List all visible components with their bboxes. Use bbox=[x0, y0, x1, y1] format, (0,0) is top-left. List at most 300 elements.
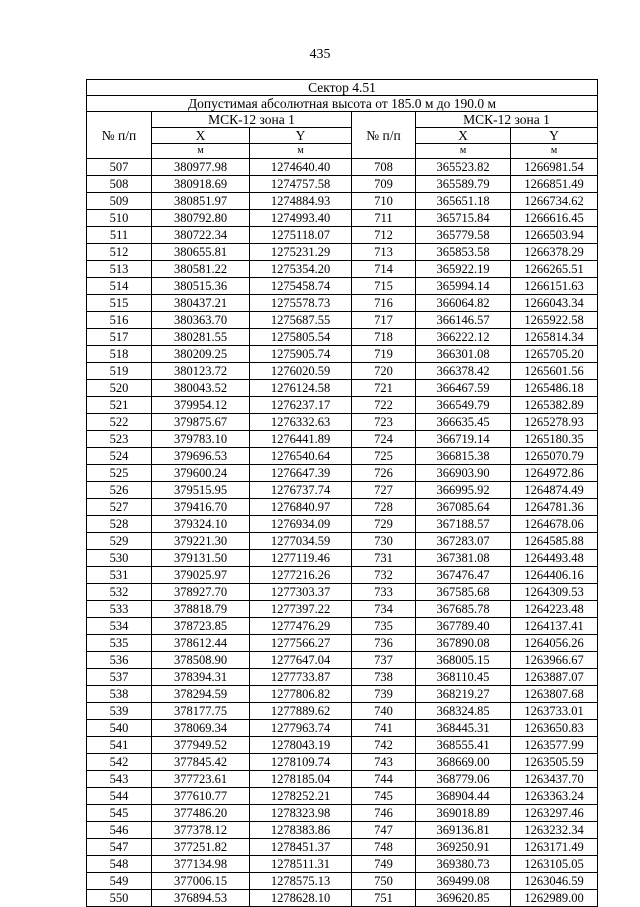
y-value-left: 1276647.39 bbox=[250, 465, 352, 482]
x-value-right: 369380.73 bbox=[416, 856, 511, 873]
x-value-left: 380363.70 bbox=[152, 312, 250, 329]
y-value-right: 1264406.16 bbox=[511, 567, 598, 584]
y-value-right: 1266851.49 bbox=[511, 176, 598, 193]
y-value-left: 1277397.22 bbox=[250, 601, 352, 618]
point-number-left: 524 bbox=[87, 448, 152, 465]
x-value-left: 378723.85 bbox=[152, 618, 250, 635]
table-row bbox=[87, 363, 598, 380]
x-value-left: 379221.30 bbox=[152, 533, 250, 550]
y-value-left: 1275458.74 bbox=[250, 278, 352, 295]
x-value-left: 380977.98 bbox=[152, 159, 250, 176]
x-value-right: 368110.45 bbox=[416, 669, 511, 686]
point-number-left: 547 bbox=[87, 839, 152, 856]
y-value-left: 1277806.82 bbox=[250, 686, 352, 703]
point-number-right: 745 bbox=[352, 788, 416, 805]
x-value-left: 378177.75 bbox=[152, 703, 250, 720]
table-row bbox=[87, 720, 598, 737]
y-value-left: 1276934.09 bbox=[250, 516, 352, 533]
table-row bbox=[87, 805, 598, 822]
point-number-left: 523 bbox=[87, 431, 152, 448]
y-header-left: Y bbox=[250, 128, 352, 144]
y-value-left: 1278383.86 bbox=[250, 822, 352, 839]
x-value-right: 366549.79 bbox=[416, 397, 511, 414]
table-row bbox=[87, 414, 598, 431]
y-value-left: 1274640.40 bbox=[250, 159, 352, 176]
point-number-left: 520 bbox=[87, 380, 152, 397]
x-value-left: 378294.59 bbox=[152, 686, 250, 703]
page-number: 435 bbox=[309, 47, 331, 62]
point-number-left: 548 bbox=[87, 856, 152, 873]
y-value-left: 1278628.10 bbox=[250, 890, 352, 907]
y-value-left: 1275805.54 bbox=[250, 329, 352, 346]
point-number-right: 726 bbox=[352, 465, 416, 482]
point-number-right: 738 bbox=[352, 669, 416, 686]
table-row bbox=[87, 737, 598, 754]
point-number-right: 711 bbox=[352, 210, 416, 227]
y-value-right: 1264309.53 bbox=[511, 584, 598, 601]
point-number-right: 744 bbox=[352, 771, 416, 788]
point-number-left: 522 bbox=[87, 414, 152, 431]
point-number-left: 534 bbox=[87, 618, 152, 635]
x-value-right: 366222.12 bbox=[416, 329, 511, 346]
point-number-right: 712 bbox=[352, 227, 416, 244]
y-value-right: 1263105.05 bbox=[511, 856, 598, 873]
point-number-left: 510 bbox=[87, 210, 152, 227]
x-value-left: 379875.67 bbox=[152, 414, 250, 431]
y-value-left: 1277566.27 bbox=[250, 635, 352, 652]
point-number-right: 732 bbox=[352, 567, 416, 584]
y-value-left: 1278575.13 bbox=[250, 873, 352, 890]
point-number-left: 528 bbox=[87, 516, 152, 533]
point-number-left: 542 bbox=[87, 754, 152, 771]
y-value-right: 1263046.59 bbox=[511, 873, 598, 890]
point-number-right: 727 bbox=[352, 482, 416, 499]
y-value-left: 1275687.55 bbox=[250, 312, 352, 329]
point-number-right: 729 bbox=[352, 516, 416, 533]
table-row bbox=[87, 176, 598, 193]
y-value-left: 1276441.89 bbox=[250, 431, 352, 448]
y-value-left: 1278511.31 bbox=[250, 856, 352, 873]
point-number-right: 742 bbox=[352, 737, 416, 754]
x-value-right: 367685.78 bbox=[416, 601, 511, 618]
y-value-right: 1264678.06 bbox=[511, 516, 598, 533]
table-row bbox=[87, 312, 598, 329]
table-row bbox=[87, 669, 598, 686]
x-value-right: 366995.92 bbox=[416, 482, 511, 499]
x-value-left: 378612.44 bbox=[152, 635, 250, 652]
x-value-left: 377610.77 bbox=[152, 788, 250, 805]
y-value-right: 1263232.34 bbox=[511, 822, 598, 839]
x-value-right: 365589.79 bbox=[416, 176, 511, 193]
y-value-right: 1263437.70 bbox=[511, 771, 598, 788]
table-row bbox=[87, 295, 598, 312]
y-value-left: 1277119.46 bbox=[250, 550, 352, 567]
x-value-right: 369499.08 bbox=[416, 873, 511, 890]
point-number-right: 739 bbox=[352, 686, 416, 703]
y-value-right: 1265922.58 bbox=[511, 312, 598, 329]
y-value-left: 1275231.29 bbox=[250, 244, 352, 261]
point-number-right: 720 bbox=[352, 363, 416, 380]
x-value-right: 367789.40 bbox=[416, 618, 511, 635]
x-value-left: 378508.90 bbox=[152, 652, 250, 669]
y-value-right: 1263966.67 bbox=[511, 652, 598, 669]
point-number-left: 509 bbox=[87, 193, 152, 210]
point-number-right: 751 bbox=[352, 890, 416, 907]
y-value-left: 1274757.58 bbox=[250, 176, 352, 193]
table-row bbox=[87, 329, 598, 346]
point-number-right: 736 bbox=[352, 635, 416, 652]
x-value-right: 366146.57 bbox=[416, 312, 511, 329]
x-value-right: 367188.57 bbox=[416, 516, 511, 533]
x-value-left: 377134.98 bbox=[152, 856, 250, 873]
y-value-left: 1276540.64 bbox=[250, 448, 352, 465]
point-number-right: 733 bbox=[352, 584, 416, 601]
y-value-left: 1275578.73 bbox=[250, 295, 352, 312]
point-number-right: 713 bbox=[352, 244, 416, 261]
point-number-right: 715 bbox=[352, 278, 416, 295]
y-value-left: 1275354.20 bbox=[250, 261, 352, 278]
y-value-right: 1265486.18 bbox=[511, 380, 598, 397]
y-value-right: 1266503.94 bbox=[511, 227, 598, 244]
x-value-left: 377006.15 bbox=[152, 873, 250, 890]
table-row bbox=[87, 210, 598, 227]
x-value-left: 380851.97 bbox=[152, 193, 250, 210]
table-row bbox=[87, 635, 598, 652]
y-header-right: Y bbox=[511, 128, 598, 144]
y-value-right: 1264223.48 bbox=[511, 601, 598, 618]
x-value-left: 379954.12 bbox=[152, 397, 250, 414]
table-row bbox=[87, 567, 598, 584]
y-value-right: 1263297.46 bbox=[511, 805, 598, 822]
table-row bbox=[87, 771, 598, 788]
x-value-right: 365715.84 bbox=[416, 210, 511, 227]
y-value-right: 1262989.00 bbox=[511, 890, 598, 907]
table-body bbox=[87, 159, 598, 907]
point-number-right: 718 bbox=[352, 329, 416, 346]
x-value-right: 366378.42 bbox=[416, 363, 511, 380]
x-value-right: 365853.58 bbox=[416, 244, 511, 261]
table-row bbox=[87, 397, 598, 414]
y-value-right: 1263807.68 bbox=[511, 686, 598, 703]
x-value-left: 379515.95 bbox=[152, 482, 250, 499]
table-row bbox=[87, 618, 598, 635]
table-row bbox=[87, 533, 598, 550]
table-row bbox=[87, 159, 598, 176]
table-row bbox=[87, 431, 598, 448]
y-value-left: 1276737.74 bbox=[250, 482, 352, 499]
point-number-right: 714 bbox=[352, 261, 416, 278]
point-number-right: 746 bbox=[352, 805, 416, 822]
point-number-right: 748 bbox=[352, 839, 416, 856]
y-value-right: 1265180.35 bbox=[511, 431, 598, 448]
table-row bbox=[87, 788, 598, 805]
y-value-right: 1265814.34 bbox=[511, 329, 598, 346]
num-header-right: № п/п bbox=[352, 112, 416, 159]
table-row bbox=[87, 550, 598, 567]
x-value-right: 368904.44 bbox=[416, 788, 511, 805]
point-number-right: 743 bbox=[352, 754, 416, 771]
x-value-left: 380515.36 bbox=[152, 278, 250, 295]
table-row bbox=[87, 516, 598, 533]
y-value-right: 1265601.56 bbox=[511, 363, 598, 380]
y-value-right: 1264137.41 bbox=[511, 618, 598, 635]
table-row bbox=[87, 227, 598, 244]
x-value-right: 365651.18 bbox=[416, 193, 511, 210]
y-value-right: 1265382.89 bbox=[511, 397, 598, 414]
y-value-left: 1278043.19 bbox=[250, 737, 352, 754]
table-row bbox=[87, 261, 598, 278]
x-value-right: 366467.59 bbox=[416, 380, 511, 397]
point-number-right: 717 bbox=[352, 312, 416, 329]
x-value-left: 377378.12 bbox=[152, 822, 250, 839]
point-number-left: 512 bbox=[87, 244, 152, 261]
y-value-left: 1278323.98 bbox=[250, 805, 352, 822]
y-value-right: 1266981.54 bbox=[511, 159, 598, 176]
point-number-left: 521 bbox=[87, 397, 152, 414]
x-value-left: 378069.34 bbox=[152, 720, 250, 737]
y-value-right: 1264056.26 bbox=[511, 635, 598, 652]
y-value-left: 1276840.97 bbox=[250, 499, 352, 516]
x-value-right: 368555.41 bbox=[416, 737, 511, 754]
coordinates-table bbox=[86, 79, 598, 907]
y-value-left: 1277216.26 bbox=[250, 567, 352, 584]
point-number-right: 734 bbox=[352, 601, 416, 618]
x-value-left: 377251.82 bbox=[152, 839, 250, 856]
point-number-left: 519 bbox=[87, 363, 152, 380]
point-number-left: 529 bbox=[87, 533, 152, 550]
x-value-left: 380722.34 bbox=[152, 227, 250, 244]
x-value-left: 377486.20 bbox=[152, 805, 250, 822]
x-value-left: 377949.52 bbox=[152, 737, 250, 754]
point-number-left: 549 bbox=[87, 873, 152, 890]
y-value-left: 1276124.58 bbox=[250, 380, 352, 397]
y-value-right: 1264972.86 bbox=[511, 465, 598, 482]
point-number-left: 537 bbox=[87, 669, 152, 686]
x-value-right: 366064.82 bbox=[416, 295, 511, 312]
table-row bbox=[87, 244, 598, 261]
point-number-left: 514 bbox=[87, 278, 152, 295]
x-value-right: 367085.64 bbox=[416, 499, 511, 516]
point-number-left: 515 bbox=[87, 295, 152, 312]
x-value-left: 379324.10 bbox=[152, 516, 250, 533]
point-number-left: 545 bbox=[87, 805, 152, 822]
y-value-left: 1274884.93 bbox=[250, 193, 352, 210]
point-number-left: 516 bbox=[87, 312, 152, 329]
height-range: Допустимая абсолютная высота от 185.0 м до 190.0 м bbox=[87, 96, 598, 112]
y-value-right: 1263577.99 bbox=[511, 737, 598, 754]
y-value-left: 1277889.62 bbox=[250, 703, 352, 720]
point-number-left: 535 bbox=[87, 635, 152, 652]
x-value-right: 366635.45 bbox=[416, 414, 511, 431]
y-value-left: 1277733.87 bbox=[250, 669, 352, 686]
point-number-left: 544 bbox=[87, 788, 152, 805]
table-row bbox=[87, 193, 598, 210]
y-value-left: 1277476.29 bbox=[250, 618, 352, 635]
y-value-left: 1276237.17 bbox=[250, 397, 352, 414]
table-row bbox=[87, 346, 598, 363]
point-number-left: 550 bbox=[87, 890, 152, 907]
x-value-left: 377845.42 bbox=[152, 754, 250, 771]
point-number-left: 541 bbox=[87, 737, 152, 754]
x-value-left: 379696.53 bbox=[152, 448, 250, 465]
x-value-right: 369136.81 bbox=[416, 822, 511, 839]
x-value-right: 365779.58 bbox=[416, 227, 511, 244]
point-number-left: 533 bbox=[87, 601, 152, 618]
sector-title-row bbox=[87, 80, 598, 96]
x-value-left: 380123.72 bbox=[152, 363, 250, 380]
x-value-left: 379025.97 bbox=[152, 567, 250, 584]
point-number-right: 721 bbox=[352, 380, 416, 397]
point-number-left: 530 bbox=[87, 550, 152, 567]
point-number-right: 722 bbox=[352, 397, 416, 414]
x-value-right: 367585.68 bbox=[416, 584, 511, 601]
height-range-row bbox=[87, 96, 598, 112]
point-number-right: 708 bbox=[352, 159, 416, 176]
x-value-right: 365922.19 bbox=[416, 261, 511, 278]
point-number-left: 507 bbox=[87, 159, 152, 176]
x-value-right: 366815.38 bbox=[416, 448, 511, 465]
point-number-right: 741 bbox=[352, 720, 416, 737]
y-value-right: 1263887.07 bbox=[511, 669, 598, 686]
y-value-right: 1264493.48 bbox=[511, 550, 598, 567]
y-value-left: 1275905.74 bbox=[250, 346, 352, 363]
x-value-right: 368219.27 bbox=[416, 686, 511, 703]
point-number-left: 508 bbox=[87, 176, 152, 193]
point-number-left: 546 bbox=[87, 822, 152, 839]
y-value-right: 1266151.63 bbox=[511, 278, 598, 295]
x-value-left: 380792.80 bbox=[152, 210, 250, 227]
point-number-left: 526 bbox=[87, 482, 152, 499]
x-value-right: 365523.82 bbox=[416, 159, 511, 176]
zone-header-row bbox=[87, 112, 598, 128]
unit-y-left: м bbox=[250, 144, 352, 159]
x-value-left: 379783.10 bbox=[152, 431, 250, 448]
x-value-left: 380655.81 bbox=[152, 244, 250, 261]
y-value-left: 1278185.04 bbox=[250, 771, 352, 788]
x-value-right: 367890.08 bbox=[416, 635, 511, 652]
point-number-left: 513 bbox=[87, 261, 152, 278]
point-number-left: 518 bbox=[87, 346, 152, 363]
y-value-right: 1263505.59 bbox=[511, 754, 598, 771]
x-value-left: 380281.55 bbox=[152, 329, 250, 346]
point-number-left: 543 bbox=[87, 771, 152, 788]
point-number-left: 525 bbox=[87, 465, 152, 482]
y-value-right: 1265705.20 bbox=[511, 346, 598, 363]
point-number-right: 723 bbox=[352, 414, 416, 431]
table-row bbox=[87, 890, 598, 907]
table-row bbox=[87, 448, 598, 465]
y-value-right: 1265070.79 bbox=[511, 448, 598, 465]
x-value-left: 380209.25 bbox=[152, 346, 250, 363]
x-value-right: 368324.85 bbox=[416, 703, 511, 720]
x-value-right: 368445.31 bbox=[416, 720, 511, 737]
x-value-left: 380581.22 bbox=[152, 261, 250, 278]
y-value-left: 1274993.40 bbox=[250, 210, 352, 227]
unit-x-right: м bbox=[416, 144, 511, 159]
x-value-right: 366903.90 bbox=[416, 465, 511, 482]
table-row bbox=[87, 652, 598, 669]
x-value-left: 379131.50 bbox=[152, 550, 250, 567]
x-value-left: 376894.53 bbox=[152, 890, 250, 907]
table-row bbox=[87, 499, 598, 516]
y-value-left: 1277963.74 bbox=[250, 720, 352, 737]
zone-header-right: МСК-12 зона 1 bbox=[416, 112, 598, 128]
y-value-right: 1263733.01 bbox=[511, 703, 598, 720]
x-value-left: 378394.31 bbox=[152, 669, 250, 686]
x-value-left: 378818.79 bbox=[152, 601, 250, 618]
x-value-left: 377723.61 bbox=[152, 771, 250, 788]
y-value-left: 1277303.37 bbox=[250, 584, 352, 601]
table-row bbox=[87, 686, 598, 703]
y-value-left: 1278109.74 bbox=[250, 754, 352, 771]
table-row bbox=[87, 703, 598, 720]
x-value-right: 368669.00 bbox=[416, 754, 511, 771]
point-number-right: 750 bbox=[352, 873, 416, 890]
point-number-right: 730 bbox=[352, 533, 416, 550]
y-value-right: 1266616.45 bbox=[511, 210, 598, 227]
point-number-right: 737 bbox=[352, 652, 416, 669]
point-number-right: 740 bbox=[352, 703, 416, 720]
x-value-right: 366719.14 bbox=[416, 431, 511, 448]
table-row bbox=[87, 465, 598, 482]
point-number-left: 532 bbox=[87, 584, 152, 601]
x-value-right: 365994.14 bbox=[416, 278, 511, 295]
y-value-right: 1263363.24 bbox=[511, 788, 598, 805]
y-value-left: 1278252.21 bbox=[250, 788, 352, 805]
x-value-right: 367476.47 bbox=[416, 567, 511, 584]
point-number-right: 716 bbox=[352, 295, 416, 312]
y-value-right: 1266265.51 bbox=[511, 261, 598, 278]
point-number-left: 539 bbox=[87, 703, 152, 720]
y-value-right: 1263650.83 bbox=[511, 720, 598, 737]
table-row bbox=[87, 482, 598, 499]
point-number-right: 710 bbox=[352, 193, 416, 210]
y-value-right: 1266043.34 bbox=[511, 295, 598, 312]
x-value-left: 380918.69 bbox=[152, 176, 250, 193]
point-number-left: 540 bbox=[87, 720, 152, 737]
unit-x-left: м bbox=[152, 144, 250, 159]
table-row bbox=[87, 754, 598, 771]
y-value-left: 1277647.04 bbox=[250, 652, 352, 669]
table-row bbox=[87, 822, 598, 839]
y-value-left: 1275118.07 bbox=[250, 227, 352, 244]
y-value-left: 1278451.37 bbox=[250, 839, 352, 856]
unit-header-row bbox=[87, 144, 598, 159]
point-number-right: 735 bbox=[352, 618, 416, 635]
table-row bbox=[87, 584, 598, 601]
y-value-left: 1277034.59 bbox=[250, 533, 352, 550]
x-value-left: 378927.70 bbox=[152, 584, 250, 601]
table-row bbox=[87, 601, 598, 618]
point-number-left: 527 bbox=[87, 499, 152, 516]
table-row bbox=[87, 380, 598, 397]
x-header-left: X bbox=[152, 128, 250, 144]
unit-y-right: м bbox=[511, 144, 598, 159]
x-value-right: 367381.08 bbox=[416, 550, 511, 567]
y-value-left: 1276332.63 bbox=[250, 414, 352, 431]
y-value-left: 1276020.59 bbox=[250, 363, 352, 380]
sector-title: Сектор 4.51 bbox=[87, 80, 598, 96]
x-header-right: X bbox=[416, 128, 511, 144]
point-number-right: 725 bbox=[352, 448, 416, 465]
x-value-right: 368779.06 bbox=[416, 771, 511, 788]
point-number-left: 536 bbox=[87, 652, 152, 669]
y-value-right: 1265278.93 bbox=[511, 414, 598, 431]
x-value-right: 369620.85 bbox=[416, 890, 511, 907]
zone-header-left: МСК-12 зона 1 bbox=[152, 112, 352, 128]
point-number-left: 517 bbox=[87, 329, 152, 346]
x-value-left: 380043.52 bbox=[152, 380, 250, 397]
